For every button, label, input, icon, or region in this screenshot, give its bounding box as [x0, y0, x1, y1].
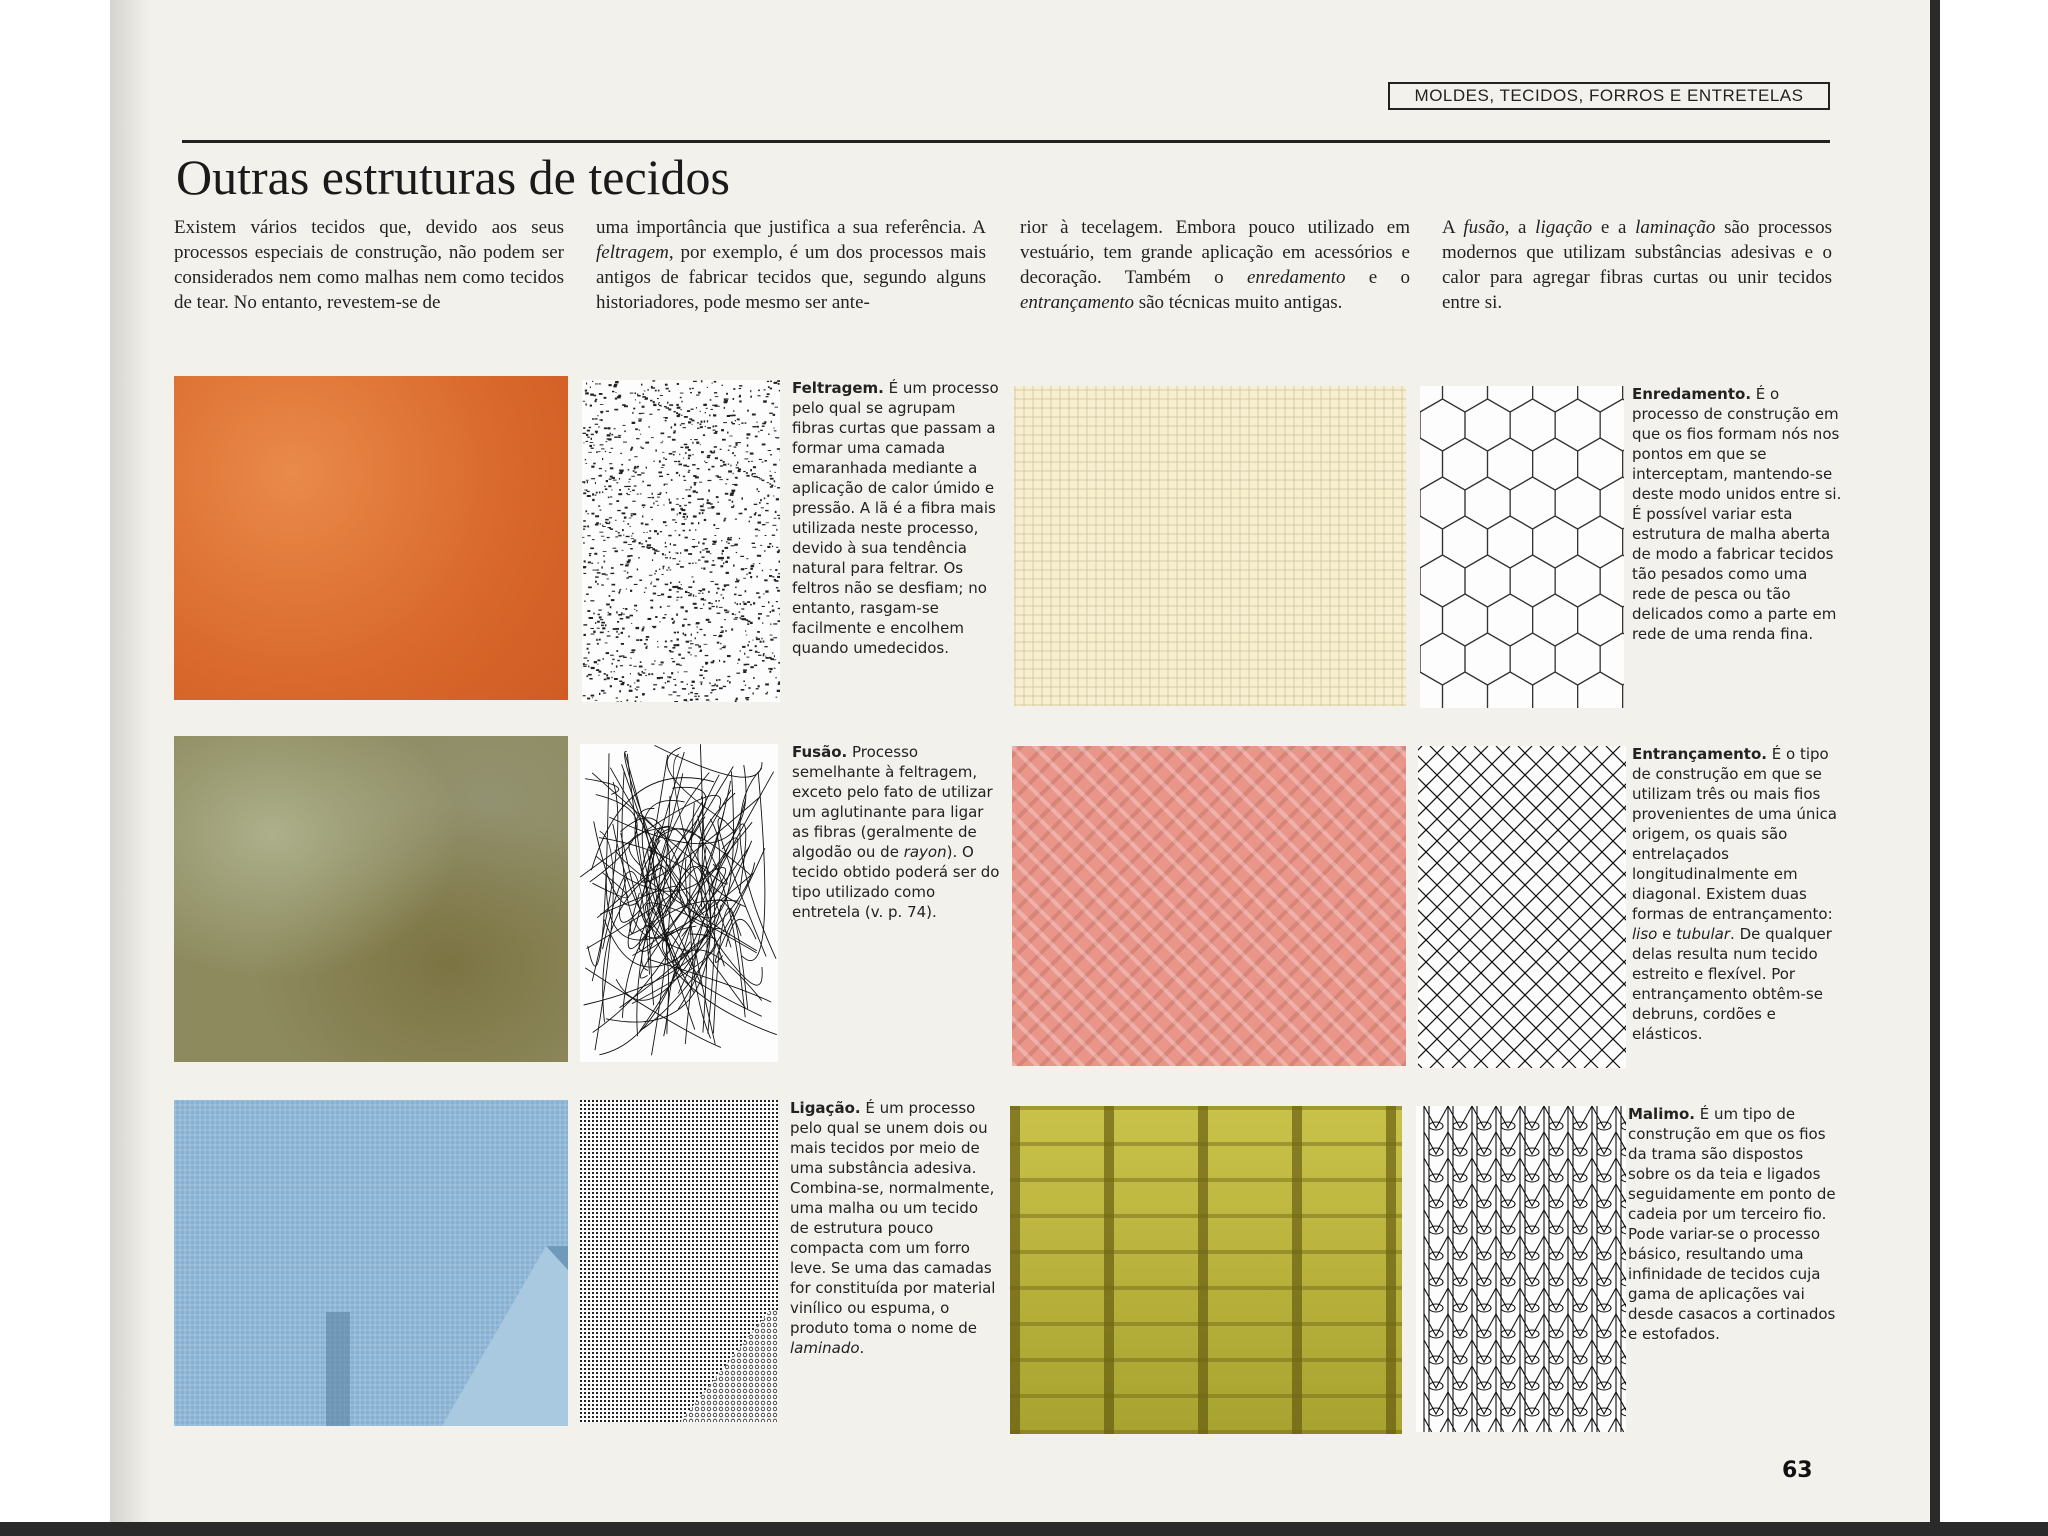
page-number: 63	[1782, 1458, 1813, 1483]
malimo-caption: Malimo. É um tipo de construção em que os fios da trama são dispostos sobre os da teia e ligados seguidamente em ponto de cadeia por um terceiro fio. Pode variar-se o processo básico, resultando uma infinidade de tecidos cuja gama de aplicações vai desde casacos a cortinados e estofados.	[1628, 1105, 1836, 1343]
malimo-color-swatch	[1010, 1106, 1402, 1434]
fusao-structure-diagram	[580, 744, 778, 1062]
intro-column-1: Existem vários tecidos que, devido aos seus processos especiais de construção, não podem ser considerados nem como malhas nem como tecidos de tear. No entanto, revestem-se de	[174, 217, 564, 313]
section-header-box	[1388, 82, 1830, 110]
section-header-label: MOLDES, TECIDOS, FORROS E ENTRETELAS	[1414, 86, 1804, 105]
entrancamento-color-swatch	[1012, 746, 1406, 1066]
title-rule	[182, 140, 1830, 143]
enredamento-caption: Enredamento. É o processo de construção em que os fios formam nós nos pontos em que se interceptam, mantendo-se deste modo unidos entre si. É possível variar esta estrutura de malha aberta de modo a fabricar tecidos tão pesados como uma rede de pesca ou tão delicados como a parte em rede de uma renda fina.	[1632, 385, 1842, 643]
malimo-structure-diagram	[1416, 1106, 1626, 1432]
spine-shadow	[110, 0, 150, 1536]
page-title: Outras estruturas de tecidos	[176, 149, 731, 205]
intro-column-4: A fusão, a ligação e a laminação são processos modernos que utilizam substâncias adesivas e o calor para agregar fibras curtas ou unir tecidos entre si.	[1442, 217, 1832, 313]
ligacao-caption: Ligação. É um processo pelo qual se unem dois ou mais tecidos por meio de uma substância adesiva. Combina-se, normalmente, uma malha ou um tecido de estrutura pouco compacta com um forro leve. Se uma das camadas for constituída por material vinílico ou espuma, o produto toma o nome de laminado.	[790, 1099, 996, 1357]
ligacao-color-swatch	[174, 1100, 568, 1426]
scan-left-margin	[0, 0, 110, 1536]
entrancamento-caption: Entrançamento. É o tipo de construção em que se utilizam três ou mais fios provenientes de uma única origem, os quais são entrelaçados longitudinalmente em diagonal. Existem duas formas de entrançamento: liso e tubular. De qualquer delas resulta num tecido estreito e flexível. Por entrançamento obtêm-se debruns, cordões e elásticos.	[1632, 745, 1837, 1043]
intro-column-3: rior à tecelagem. Embora pouco utilizado em vestuário, tem grande aplicação em acessórios e decoração. Também o enredamento e o entrançamento são técnicas muito antigas.	[1020, 217, 1410, 313]
intro-column-2: uma importância que justifica a sua referência. A feltragem, por exemplo, é um dos processos mais antigos de fabricar tecidos que, segundo alguns historiadores, pode mesmo ser ante-	[596, 217, 986, 313]
scan-right-margin	[1940, 0, 2048, 1536]
fusao-caption: Fusão. Processo semelhante à feltragem, exceto pelo fato de utilizar um aglutinante para ligar as fibras (geralmente de algodão ou de rayon). O tecido obtido poderá ser do tipo utilizado como entretela (v. p. 74).	[792, 743, 1000, 921]
feltragem-structure-diagram	[582, 380, 780, 702]
enredamento-color-swatch	[1014, 386, 1406, 706]
feltragem-color-swatch	[174, 376, 568, 700]
scan-bottom-edge	[0, 1522, 2048, 1536]
enredamento-structure-diagram	[1420, 386, 1624, 708]
feltragem-caption: Feltragem. É um processo pelo qual se agrupam fibras curtas que passam a formar uma camada emaranhada mediante a aplicação de calor úmido e pressão. A lã é a fibra mais utilizada neste processo, devido à sua tendência natural para feltrar. Os feltros não se desfiam; no entanto, rasgam-se facilmente e encolhem quando umedecidos.	[792, 379, 999, 657]
ligacao-structure-diagram	[580, 1100, 778, 1422]
entrancamento-structure-diagram	[1418, 746, 1626, 1068]
fusao-color-swatch	[174, 736, 568, 1062]
